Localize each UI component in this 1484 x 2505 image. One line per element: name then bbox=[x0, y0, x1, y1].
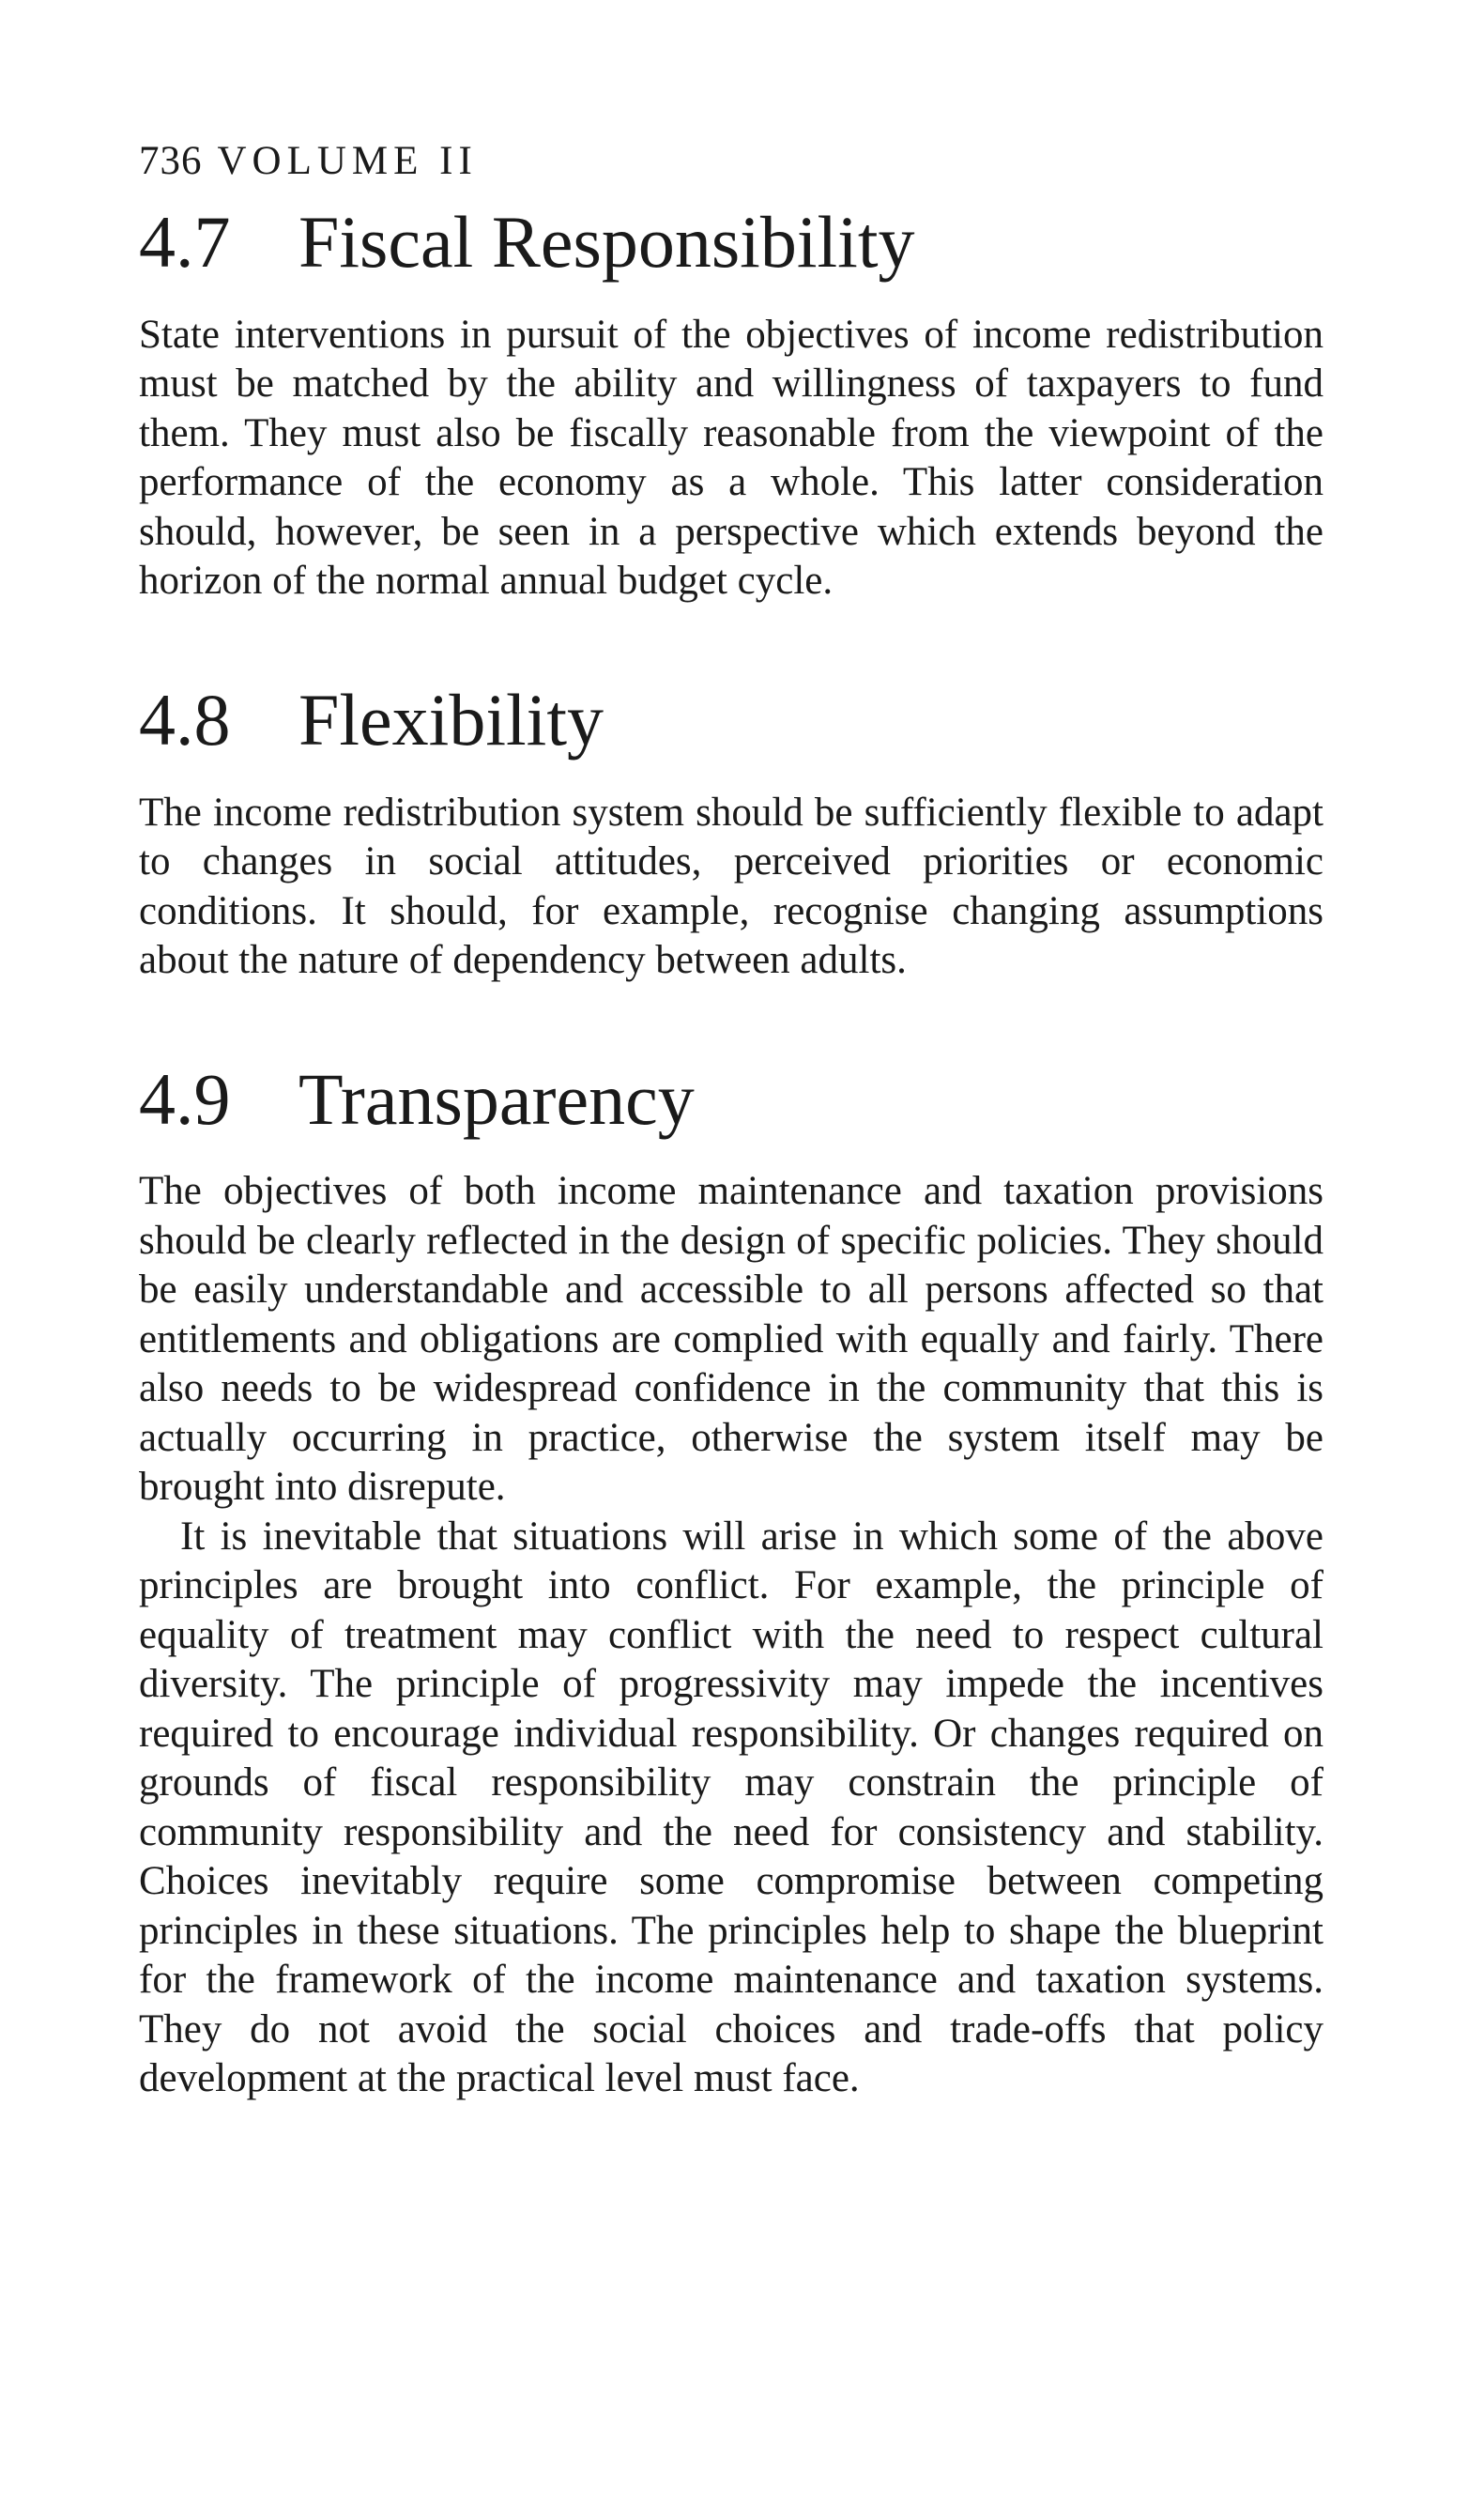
section-title: Fiscal Responsibility bbox=[298, 201, 915, 283]
section-4-9 bbox=[139, 1059, 1323, 2104]
section-4-8 bbox=[139, 680, 1323, 986]
section-title: Flexibility bbox=[298, 678, 604, 761]
paragraph: The income redistribution system should be sufficiently flexible to adapt to changes in social attitudes, perceived priorities or economic conditions. It should, for example, recognise changing assumptions about the nature of dependency between adults. bbox=[139, 790, 1323, 983]
volume-label: VOLUME II bbox=[217, 139, 478, 183]
section-heading bbox=[139, 202, 1323, 283]
section-title: Transparency bbox=[298, 1057, 695, 1140]
paragraph: State interventions in pursuit of the objectives of income redistribution must be matched by the ability and willingness of taxpayers to fund them. They must also be fiscally reasonable from the viewpoint of the performance of the economy as a whole. This latter consideration should, however, be seen in a perspective which extends beyond the horizon of the normal annual budget cycle. bbox=[139, 312, 1323, 604]
paragraph: The objectives of both income maintenance and taxation provisions should be clearly reflected in the design of specific policies. They should be easily understandable and accessible to all persons affected so that entitlements and obligations are complied with equally and fairly. There also needs to be widespread confidence in the community that this is actually occurring in practice, otherwise the system itself may be brought into disrepute. bbox=[139, 1169, 1323, 1510]
running-head bbox=[139, 141, 1323, 181]
page-number: 736 bbox=[139, 139, 203, 183]
section-number: 4.9 bbox=[139, 1057, 231, 1140]
book-page bbox=[139, 141, 1323, 2104]
paragraph: It is inevitable that situations will arise in which some of the above principles are brought into conflict. For example, the principle of equality of treatment may conflict with the need to respect cultural diversity. The principle of progressivity may impede the incentives required to encourage individual responsibility. Or changes required on grounds of fiscal responsibility may constrain the principle of community responsibility and the need for consistency and stability. Choices inevitably require some compromise between competing principles in these situations. The principles help to shape the blueprint for the framework of the income maintenance and taxation systems. They do not avoid the social choices and trade-offs that policy development at the practical level must face. bbox=[139, 1514, 1323, 2101]
section-heading bbox=[139, 680, 1323, 761]
section-heading bbox=[139, 1059, 1323, 1140]
section-4-7 bbox=[139, 202, 1323, 607]
section-number: 4.7 bbox=[139, 201, 231, 283]
section-number: 4.8 bbox=[139, 678, 231, 761]
